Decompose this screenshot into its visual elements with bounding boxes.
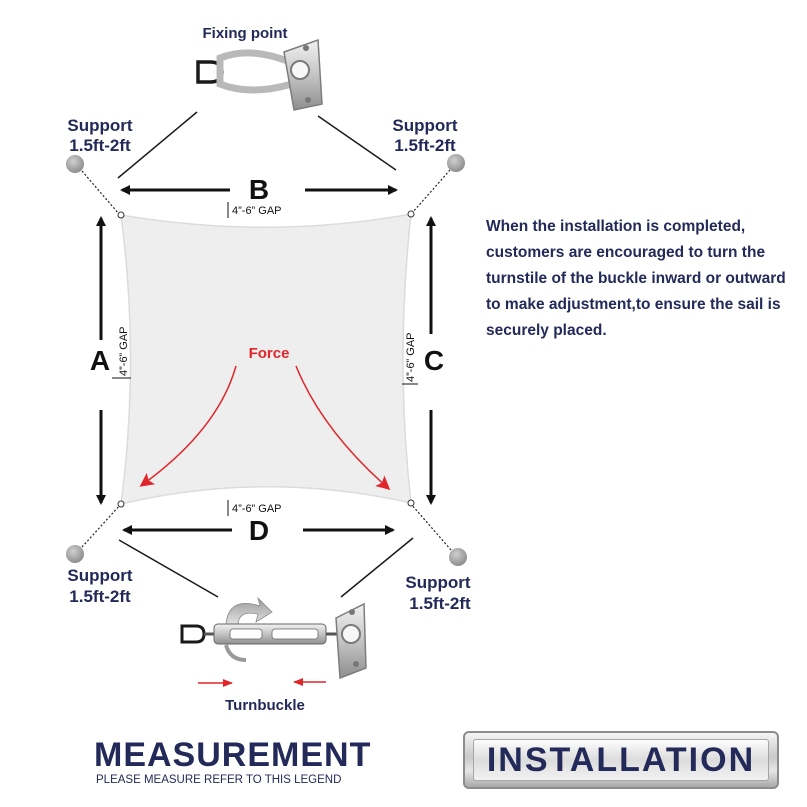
side-label-b: B (248, 174, 270, 205)
support-size-top-left: 1.5ft-2ft (69, 136, 131, 155)
instruction-line: securely placed. (486, 322, 607, 339)
measurement-title: MEASUREMENT (94, 736, 372, 774)
gap-label-a: 4”-6” GAP (118, 326, 130, 376)
fixing-point-icon (198, 40, 322, 110)
instruction-line: to make adjustment,to ensure the sail is (486, 296, 781, 313)
installation-badge (463, 731, 779, 789)
installation-badge-text: INSTALLATION (486, 740, 756, 779)
turnbuckle-label: Turnbuckle (225, 697, 305, 714)
support-pole-bottom-left (66, 545, 84, 563)
support-label-top-right: Support (392, 116, 458, 135)
corner-ring-top-left (118, 212, 124, 218)
corner-ring-top-right (408, 211, 414, 217)
turnbuckle-line-left (119, 540, 218, 597)
installation-instructions (486, 214, 801, 344)
corner-ring-bottom-left (118, 501, 124, 507)
side-label-d: D (248, 515, 270, 546)
instruction-line: turnstile of the buckle inward or outward (486, 270, 786, 287)
gap-label-d: 4”-6” GAP (232, 503, 282, 515)
gap-label-b: 4”-6” GAP (232, 205, 282, 217)
support-label-bottom-right: Support (405, 573, 471, 592)
tie-line-top-left (82, 171, 119, 214)
turnbuckle-icon (182, 598, 366, 678)
support-pole-top-right (447, 154, 465, 172)
gap-label-c: 4”-6” GAP (405, 332, 417, 382)
support-label-top-left: Support (67, 116, 133, 135)
measurement-subtitle: PLEASE MEASURE REFER TO THIS LEGEND (96, 774, 342, 786)
support-pole-top-left (66, 155, 84, 173)
support-label-bottom-left: Support (67, 566, 133, 585)
support-size-top-right: 1.5ft-2ft (394, 136, 456, 155)
tie-line-top-right (412, 170, 450, 213)
support-size-bottom-left: 1.5ft-2ft (69, 587, 131, 606)
corner-ring-bottom-right (408, 500, 414, 506)
fixing-line-right (318, 116, 396, 170)
support-size-bottom-right: 1.5ft-2ft (409, 594, 471, 613)
side-label-a: A (89, 345, 111, 376)
side-label-c: C (423, 345, 445, 376)
fixing-point-label: Fixing point (202, 25, 288, 42)
instruction-line: When the installation is completed, (486, 218, 746, 235)
instruction-line: customers are encouraged to turn the (486, 244, 766, 261)
turnbuckle-line-right (341, 538, 413, 597)
tie-line-bottom-right (411, 504, 451, 550)
force-label: Force (248, 345, 290, 362)
tie-line-bottom-left (82, 504, 121, 547)
installation-badge-inner (473, 739, 769, 781)
support-pole-bottom-right (449, 548, 467, 566)
